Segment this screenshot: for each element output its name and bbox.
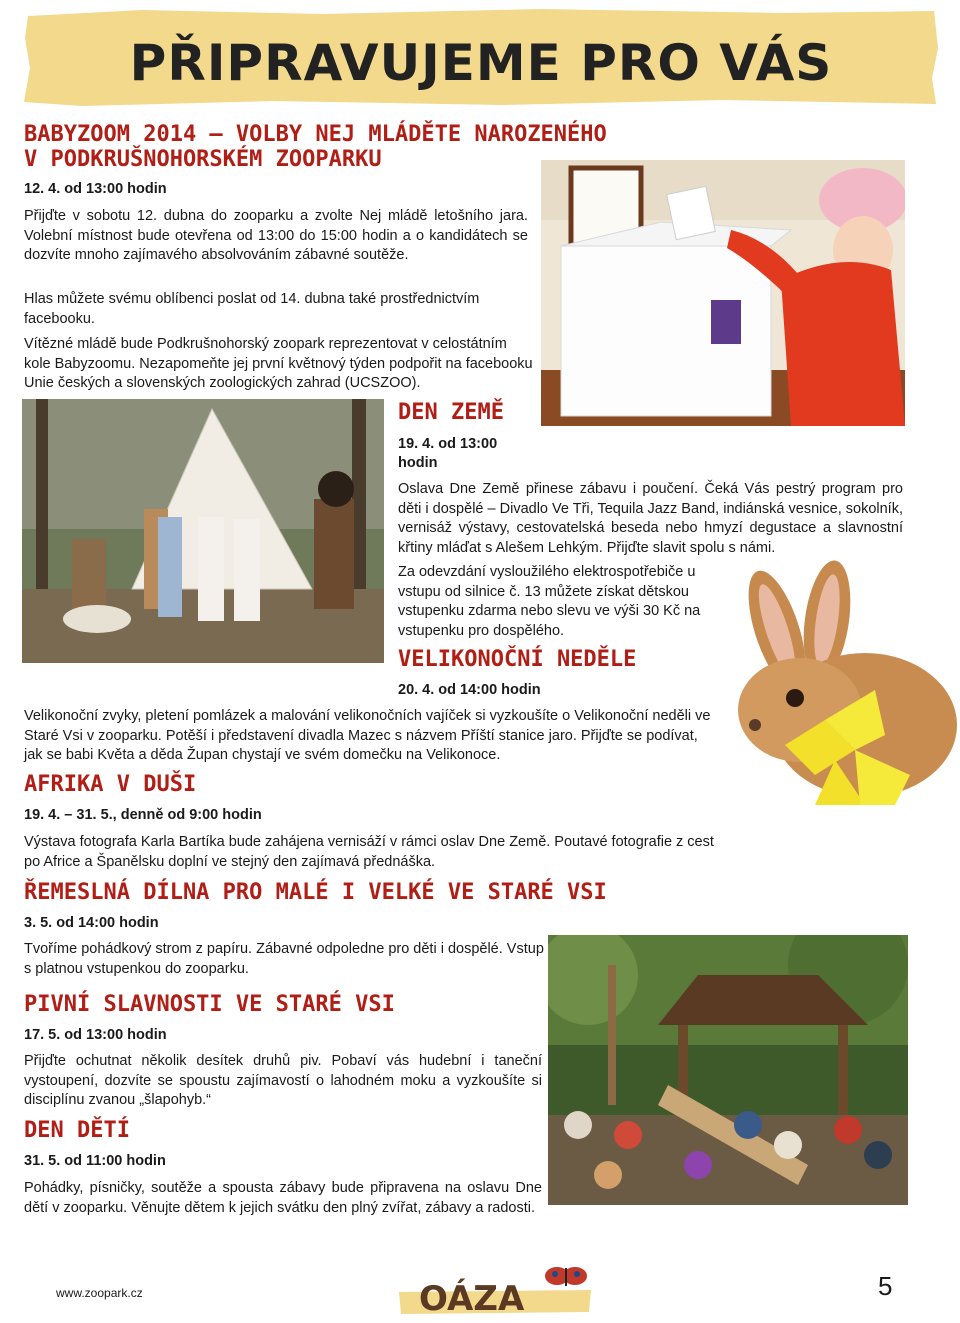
- pivni-date: 17. 5. od 13:00 hodin: [24, 1027, 167, 1043]
- den-zeme-paragraph-2: Za odevzdání vysloužilého elektrospotřebiče u vstupu od silnice č. 13 můžete získat dětskou vstupenku zdarma nebo slevu ve výši 30 Kč na vstupenku pro dospělého.: [398, 564, 701, 639]
- website-link[interactable]: www.zoopark.cz: [56, 1286, 143, 1300]
- babyzoom-paragraph-1: Přijďte v sobotu 12. dubna do zooparku a zvolte Nej mládě letošního jara. Volební místnost bude otevřena od 13:00 do 15:00 hodin a o kandidátech se dozvíte mnoho zajímavého absolvováním zábavné soutěže.: [24, 208, 528, 263]
- velikonocni-heading: VELIKONOČNÍ NEDĚLE: [398, 647, 637, 672]
- velikonocni-paragraph-1: Velikonoční zvyky, pletení pomlázek a malování velikonočních vajíček si vyzkoušíte o Velikonoční neděli ve Staré Vsi v zooparku. Potěší i představení divadla Mazec s názvem Příští stanice jaro. Přijďte se podívat, jak se babi Květa a děda Župan chystají ve svém domečku na Velikonoce.: [24, 708, 711, 763]
- babyzoom-paragraph-2: Hlas můžete svému oblíbenci poslat od 14. dubna také prostřednictvím facebooku.: [24, 291, 480, 327]
- velikonocni-date: 20. 4. od 14:00 hodin: [398, 682, 541, 698]
- den-deti-heading: DEN DĚTÍ: [24, 1118, 130, 1143]
- remeslna-heading: ŘEMESLNÁ DÍLNA PRO MALÉ I VELKÉ VE STARÉ VSI: [24, 880, 607, 905]
- svg-text:OÁZA: OÁZA: [419, 1279, 525, 1316]
- easter-bunny-image: [705, 560, 960, 805]
- den-zeme-date-line2: hodin: [398, 455, 438, 471]
- den-deti-paragraph-1: Pohádky, písničky, soutěže a spousta zábavy bude připravena na oslavu Dne dětí v zooparku. Věnujte dětem k jejich svátku den plný zvířat, zábavy a radosti.: [24, 1180, 542, 1216]
- den-deti-date: 31. 5. od 11:00 hodin: [24, 1153, 166, 1169]
- crowd-photo: [548, 935, 908, 1205]
- remeslna-date: 3. 5. od 14:00 hodin: [24, 915, 159, 931]
- babyzoom-paragraph-3: Vítězné mládě bude Podkrušnohorský zoopark reprezentovat v celostátním kole Babyzoomu. Nezapomeňte jej první květnový týden podpořit na facebooku Unie českých a slovenských zoologických zahrad (UCSZOO).: [24, 336, 533, 391]
- afrika-heading: AFRIKA V DUŠI: [24, 772, 197, 797]
- babyzoom-heading-line1: BABYZOOM 2014 – VOLBY NEJ MLÁDĚTE NAROZENÉHO: [24, 122, 607, 147]
- oaza-logo: [395, 1262, 595, 1316]
- pivni-heading: PIVNÍ SLAVNOSTI VE STARÉ VSI: [24, 992, 395, 1017]
- babyzoom-heading-line2: V PODKRUŠNOHORSKÉM ZOOPARKU: [24, 147, 382, 172]
- den-zeme-heading: DEN ZEMĚ: [398, 400, 504, 425]
- den-zeme-date-line1: 19. 4. od 13:00: [398, 436, 498, 452]
- afrika-paragraph-1: Výstava fotografa Karla Bartíka bude zahájena vernisáží v rámci oslav Dne Země. Poutavé fotografie z cest po Africe a Španělsku doplní ve stejný den zajímavá přednáška.: [24, 834, 714, 870]
- pivni-paragraph-1: Přijďte ochutnat několik desítek druhů piv. Pobaví vás hudební i taneční vystoupení, dozvíte se spoustu zajímavostí o lahodném moku a vyzkoušíte si disciplínu zvanou „šlapohyb.“: [24, 1053, 542, 1108]
- page-number: 5: [878, 1271, 893, 1301]
- indian-village-photo: [22, 399, 384, 663]
- babyzoom-date: 12. 4. od 13:00 hodin: [24, 181, 167, 197]
- page-title: PŘIPRAVUJEME PRO VÁS: [129, 34, 833, 92]
- remeslna-paragraph-1: Tvoříme pohádkový strom z papíru. Zábavné odpoledne pro děti i dospělé. Vstup s platnou vstupenkou do zooparku.: [24, 941, 544, 977]
- afrika-date: 19. 4. – 31. 5., denně od 9:00 hodin: [24, 807, 262, 823]
- title-banner: [22, 8, 940, 108]
- voting-photo: [541, 160, 905, 426]
- den-zeme-paragraph-1: Oslava Dne Země přinese zábavu i poučení. Čeká Vás pestrý program pro děti i dospělé – Divadlo Ve Tři, Tequila Jazz Band, indiánská vesnice, sokolník, vernisáž výstavy, cestovatelská beseda nebo hmyzí degustace a slavnostní křtiny mláďat s Alešem Lehkým. Přijďte slavit spolu s námi.: [398, 481, 903, 556]
